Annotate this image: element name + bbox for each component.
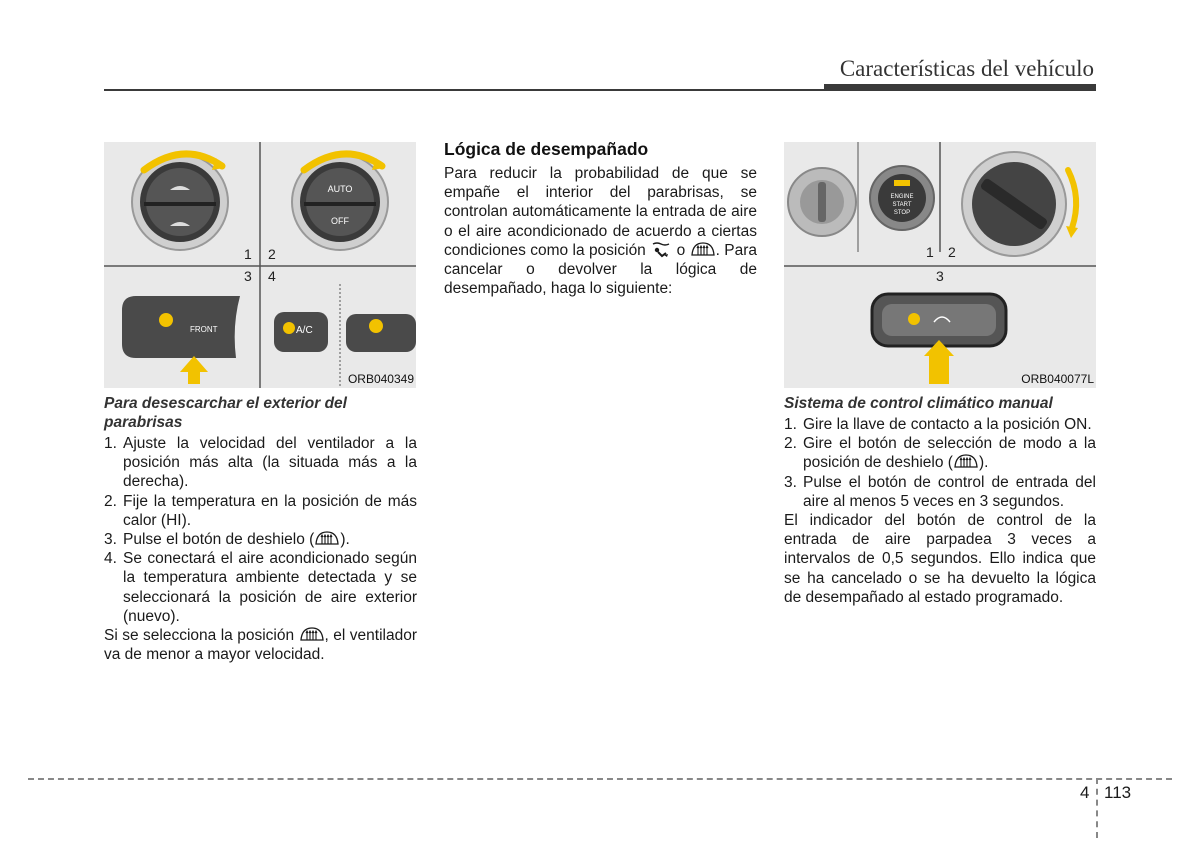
- left-caption: [104, 394, 416, 432]
- middle-paragraph-part1: Para reducir la probabilidad de que se empañe el interior del parabrisas, se controlan automáticamente la entrada de aire o el aire acondicionado de acuerdo a ciertas condiciones como la posición: [444, 165, 757, 259]
- figure-code: ORB040349: [347, 372, 414, 386]
- left-paragraph-after: , el ventilador va de menor a mayor velocidad.: [104, 627, 417, 664]
- right-paragraph: El indicador del botón de control de la entrada de aire parpadea 3 veces a intervalos de 0,5 segundos. Ello indica que se ha cancelado o se ha devuelto la lógica de desempañado al estado programado.: [784, 512, 1096, 606]
- list-text-before: Gire el botón de selección de modo a la posición de deshielo (: [803, 435, 1096, 472]
- ignition-illustration: [788, 168, 856, 236]
- figure-code: ORB040077L: [1021, 372, 1094, 386]
- middle-paragraph: [444, 164, 757, 298]
- figure-climate-controls: [104, 142, 416, 388]
- list-text: Ajuste la velocidad del ventilador a la posición más alta (la situada más a la derecha).: [123, 435, 417, 491]
- mode-floor-defrost-icon: [650, 241, 672, 258]
- figure-manual-climate: [784, 142, 1096, 388]
- list-number: 1.: [104, 435, 117, 452]
- list-text-before: Pulse el botón de deshielo (: [123, 531, 315, 549]
- list-number: 4.: [104, 550, 117, 568]
- figure-label-1: 1: [926, 244, 934, 260]
- page-number: 113: [1104, 783, 1132, 802]
- list-text: [803, 434, 1096, 472]
- list-number: 1.: [784, 416, 797, 433]
- list-item: [104, 434, 417, 492]
- start-label: START: [892, 202, 912, 208]
- front-label: FRONT: [190, 325, 218, 334]
- right-body: [784, 415, 1096, 607]
- list-item: [104, 530, 417, 549]
- list-item: [104, 549, 417, 626]
- list-text: Se conectará el aire acondicionado según la temperatura ambiente detectada y se seleccionará la posición de aire exterior (nuevo).: [123, 550, 417, 625]
- list-number: 3.: [104, 531, 117, 549]
- list-text-after: ).: [340, 531, 350, 549]
- stop-label: STOP: [893, 210, 911, 216]
- off-label: OFF: [331, 216, 349, 226]
- left-caption-line2: parabrisas: [104, 414, 183, 431]
- footer-rule: [28, 778, 1172, 780]
- defrost-icon: [690, 241, 716, 258]
- list-item: [104, 492, 417, 530]
- footer-divider: [1096, 778, 1098, 838]
- list-number: 2.: [784, 435, 797, 453]
- chapter-number: 4: [1080, 783, 1090, 802]
- front-defrost-button-illustration: [122, 296, 240, 384]
- fan-knob-illustration: [132, 154, 228, 250]
- auto-label: AUTO: [327, 184, 353, 194]
- figure-label-2: 2: [268, 246, 276, 262]
- middle-paragraph-part3: . Para cancelar o devolver la lógica de desempañado, haga lo siguiente:: [444, 241, 757, 298]
- section-heading: Lógica de desempañado: [444, 139, 649, 159]
- defrost-icon: [299, 626, 325, 643]
- recirculation-button-illustration: [872, 294, 1006, 346]
- left-body: [104, 434, 417, 664]
- left-paragraph-before: Si se selecciona la posición: [104, 627, 295, 645]
- engine-label: ENGINE: [890, 194, 914, 200]
- ac-label: A/C: [296, 325, 313, 336]
- defrost-icon: [314, 530, 340, 547]
- figure-label-3: 3: [244, 268, 252, 284]
- left-paragraph: [104, 626, 417, 664]
- list-text: Pulse el botón de control de entrada del aire al menos 5 veces en 3 segundos.: [803, 473, 1096, 510]
- middle-paragraph-part2: o: [676, 241, 686, 259]
- list-text-after: ).: [978, 454, 989, 472]
- list-text: Fije la temperatura en la posición de más calor (HI).: [123, 492, 417, 529]
- list-item: [784, 415, 1096, 434]
- figure-label-4: 4: [268, 268, 276, 284]
- list-number: 3.: [784, 473, 797, 491]
- list-text: Gire la llave de contacto a la posición ON.: [803, 416, 1092, 433]
- figure-label-3: 3: [936, 268, 944, 284]
- figure-label-1: 1: [244, 246, 252, 262]
- mode-knob-illustration: [962, 152, 1078, 256]
- figure-label-2: 2: [948, 244, 956, 260]
- list-number: 2.: [104, 492, 117, 510]
- defrost-icon: [953, 453, 979, 470]
- list-text: [123, 530, 417, 549]
- header-rule: [104, 89, 826, 91]
- header-rule-thick: [824, 84, 1096, 91]
- figure-illustration: [784, 142, 1096, 388]
- right-caption: Sistema de control climático manual: [784, 395, 1053, 412]
- list-item: [784, 434, 1096, 472]
- list-item: [784, 473, 1096, 511]
- left-caption-line1: Para desescarchar el exterior del: [104, 395, 347, 412]
- figure-illustration: [104, 142, 416, 388]
- auto-knob-illustration: [292, 154, 388, 250]
- page-header-title: Características del vehículo: [839, 56, 1094, 81]
